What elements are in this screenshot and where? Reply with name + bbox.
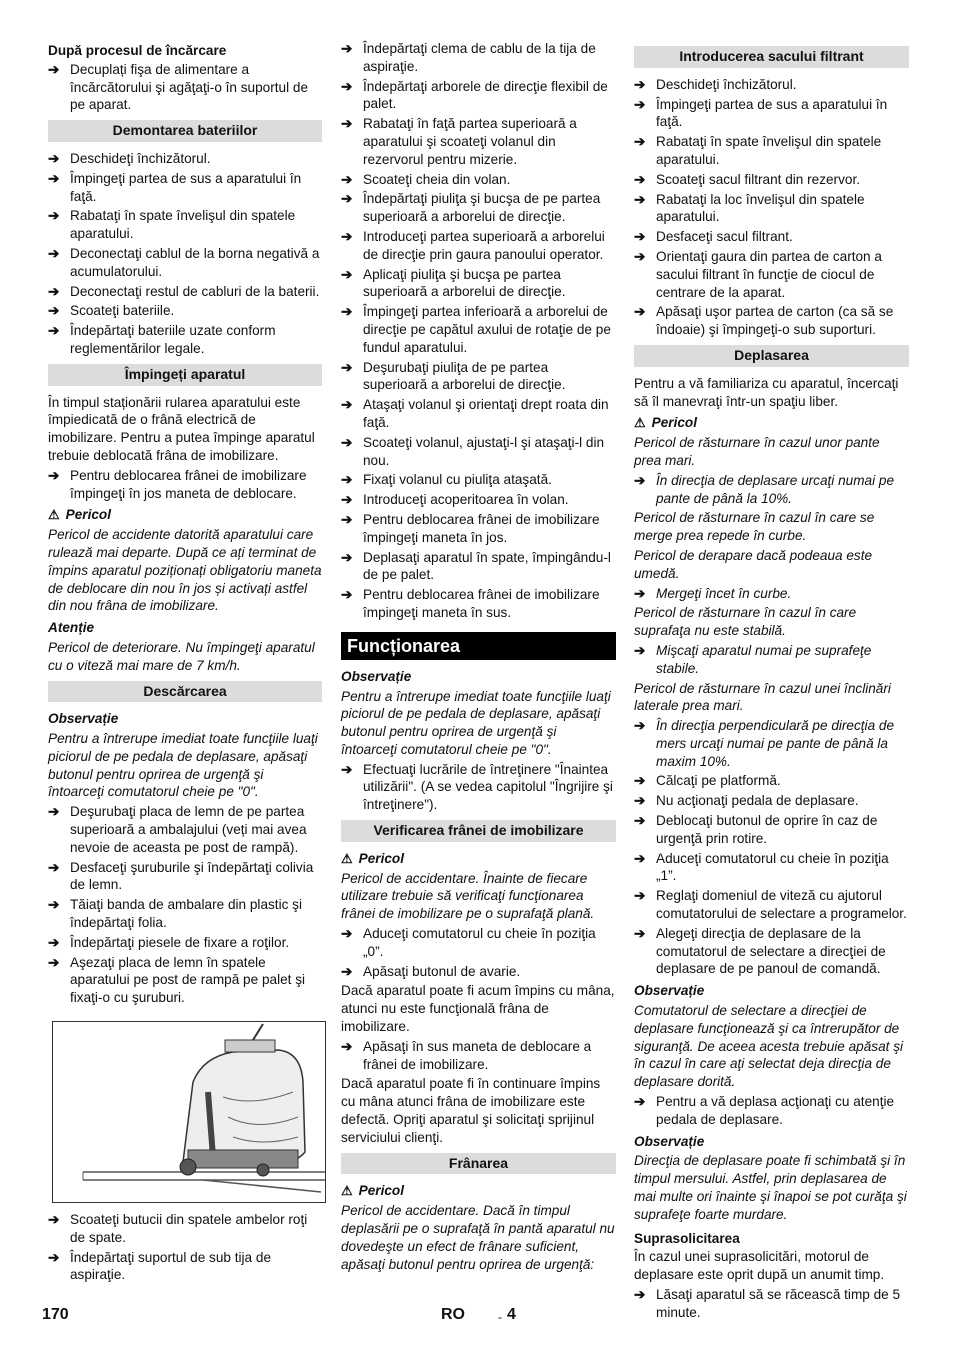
heading-verificarea: Verificarea frânei de imobilizare <box>341 820 616 842</box>
list-item <box>341 963 616 981</box>
list-item-text: Scoateţi volanul, ajustaţi-l şi ataşaţi-l din nou. <box>363 434 605 468</box>
list-item <box>634 96 909 132</box>
list-item-text: Îndepărtaţi bateriile uzate conform reglementărilor legale. <box>70 323 276 356</box>
paragraph: Dacă aparatul poate fi în continuare împins cu mâna atunci frâna de imobilizare este defectă. Opriţi aparatul şi solicitaţi sprijinul serviciului clienţi. <box>341 1076 601 1145</box>
arrow-right-icon: ➔ <box>341 359 353 375</box>
warning-text: Pericol de răsturnare în cazul în care se merge prea repede în curbe. <box>634 510 875 544</box>
list-item <box>341 78 616 114</box>
list-item <box>48 245 322 281</box>
column-2 <box>341 40 616 1275</box>
warning-text: Pericol de răsturnare în cazul unei înclinări laterale prea mari. <box>634 680 891 714</box>
list-item <box>634 472 909 508</box>
list-item-text: Aşezaţi placa de lemn în spatele aparatului pe post de rampă pe palet şi fixaţi-o cu şuruburi. <box>70 954 306 1006</box>
arrow-right-icon: ➔ <box>341 511 353 527</box>
list-item <box>634 133 909 169</box>
list-item-text: Îndepărtaţi suportul de sub tija de aspiraţie. <box>70 1249 272 1283</box>
list-item <box>634 248 909 301</box>
list-item-text: Desfaceţi sacul filtrant. <box>656 229 793 245</box>
list-item <box>634 850 909 886</box>
arrow-right-icon: ➔ <box>48 804 60 820</box>
warning-heading <box>341 1182 616 1200</box>
warning-text: Pericol de accidentare. Înainte de fiecare utilizare trebuie să verificaţi funcţionarea frânei de imobilizare pe o suprafaţă plană. <box>341 870 595 922</box>
list-item <box>48 1211 322 1247</box>
list-item <box>48 859 322 895</box>
list-item <box>634 642 909 678</box>
paragraph: În cazul unei suprasolicitări, motorul de deplasare este oprit după un anumit timp. <box>634 1249 885 1283</box>
list-item <box>48 934 322 952</box>
list-item <box>341 511 616 547</box>
arrow-right-icon: ➔ <box>634 585 646 601</box>
bullet-list <box>634 717 909 770</box>
note-heading <box>634 982 909 1000</box>
arrow-right-icon: ➔ <box>48 1212 60 1228</box>
list-item <box>341 40 616 76</box>
list-item-text: Pentru a vă deplasa acţionaţi cu atenţie pedala de deplasare. <box>656 1094 895 1127</box>
list-item-text: Introduceţi partea superioară a arborelui de direcţie prin gaura panoului operator. <box>363 228 605 262</box>
list-item <box>341 925 616 961</box>
note-heading <box>48 710 322 728</box>
list-item-text: Decuplați fişa de alimentare a încărcătorului şi agăţaţi-o în suportul de pe aparat. <box>70 61 309 113</box>
list-item <box>48 207 322 243</box>
arrow-right-icon: ➔ <box>634 773 646 789</box>
note-text: Pentru a întrerupe imediat toate funcţiile luaţi piciorul de pe pedala de deplasare, apăsaţi butonul pentru oprirea de urgenţă şi întoarceţi comutatorul cheie pe "0". <box>48 731 318 800</box>
list-item-text: Împingeţi partea inferioară a arborelui de direcţie pe capătul axului de rotaţie de pe fundul aparatului. <box>363 304 611 355</box>
list-item <box>341 171 616 189</box>
arrow-right-icon: ➔ <box>341 587 353 603</box>
list-item-text: Pentru deblocarea frânei de imobilizare împingeţi maneta în sus. <box>363 587 600 620</box>
arrow-right-icon: ➔ <box>634 1094 646 1110</box>
list-item <box>634 887 909 923</box>
arrow-right-icon: ➔ <box>634 850 646 866</box>
heading-demontarea: Demontarea bateriilor <box>48 120 322 142</box>
list-item <box>341 190 616 226</box>
note-text: Pentru a întrerupe imediat toate funcţiile luaţi piciorul de pe pedala de deplasare, apăsaţi butonul pentru oprirea de urgenţă şi întoarceţi comutatorul cheie pe "0". <box>341 688 611 757</box>
bullet-list <box>634 76 909 339</box>
heading-incarcare: După procesul de încărcare <box>48 43 227 58</box>
list-item-text: Efectuaţi lucrările de întreţinere "Înaintea utilizării". (A se vedea capitolul "Îngrijire şi întreţinere"). <box>363 761 613 813</box>
arrow-right-icon: ➔ <box>48 283 60 299</box>
bullet-list <box>341 925 616 980</box>
bullet-list <box>48 150 322 358</box>
arrow-right-icon: ➔ <box>341 926 353 942</box>
note-label: Observație <box>634 1133 705 1149</box>
note-text: Comutatorul de selectare a direcţiei de deplasare funcţionează şi ca întrerupător de siguranţă. De aceea acesta trebuie apăsat şi în cazul în care aţi selectat deja direcţia de deplasare dorită. <box>634 1003 904 1090</box>
arrow-right-icon: ➔ <box>48 303 60 319</box>
list-item-text: Nu acţionaţi pedala de deplasare. <box>656 793 859 809</box>
arrow-right-icon: ➔ <box>341 116 353 132</box>
list-item <box>341 471 616 489</box>
arrow-right-icon: ➔ <box>634 76 646 92</box>
bullet-list <box>341 1038 616 1074</box>
column-1 <box>48 40 322 1286</box>
list-item <box>341 434 616 470</box>
section-number: 4 <box>507 1306 516 1323</box>
arrow-right-icon: ➔ <box>341 492 353 508</box>
note-heading <box>634 1133 909 1151</box>
list-item <box>341 359 616 395</box>
caution-label: Atenție <box>48 620 95 636</box>
bullet-list <box>634 1286 909 1322</box>
list-item-text: Împingeţi partea de sus a aparatului în faţă. <box>70 170 302 204</box>
list-item <box>634 792 909 810</box>
bullet-list <box>634 772 909 978</box>
arrow-right-icon: ➔ <box>634 134 646 150</box>
list-item <box>634 228 909 246</box>
list-item <box>48 170 322 206</box>
list-item-text: Pentru deblocarea frânei de imobilizare împingeţi în jos maneta de deblocare. <box>70 467 307 501</box>
arrow-right-icon: ➔ <box>48 1249 60 1265</box>
arrow-right-icon: ➔ <box>341 228 353 244</box>
arrow-right-icon: ➔ <box>634 171 646 187</box>
list-item-text: Scoateţi butucii din spatele ambelor roţi de spate. <box>70 1212 308 1245</box>
arrow-right-icon: ➔ <box>48 934 60 950</box>
list-item <box>341 549 616 585</box>
list-item <box>341 396 616 432</box>
arrow-right-icon: ➔ <box>48 61 60 77</box>
bullet-list <box>341 761 616 814</box>
list-item <box>341 586 616 622</box>
warning-text: Pericol de răsturnare în cazul în care suprafaţa nu este stabilă. <box>634 605 857 639</box>
list-item <box>341 228 616 264</box>
warning-label: Pericol <box>358 850 404 866</box>
arrow-right-icon: ➔ <box>341 397 353 413</box>
list-item-text: În direcţia perpendiculară pe direcţia de mers urcaţi numai pe pante de până la maxim 10%. <box>656 718 895 769</box>
list-item-text: Apăsaţi uşor partea de carton (ca să se îndoaie) şi împingeţi-o sub suporturi. <box>656 304 894 338</box>
arrow-right-icon: ➔ <box>341 472 353 488</box>
arrow-right-icon: ➔ <box>48 150 60 166</box>
arrow-right-icon: ➔ <box>634 925 646 941</box>
arrow-right-icon: ➔ <box>634 888 646 904</box>
warning-label: Pericol <box>65 507 111 523</box>
column-3 <box>634 40 909 1324</box>
heading-deplasarea: Deplasarea <box>634 345 909 367</box>
list-item <box>48 322 322 358</box>
list-item-text: Apăsaţi în sus maneta de deblocare a frânei de imobilizare. <box>363 1038 592 1072</box>
footer-separator: - <box>498 1310 502 1324</box>
warning-triangle-icon: ⚠ <box>634 415 646 431</box>
list-item <box>634 925 909 978</box>
warning-heading <box>634 414 909 432</box>
arrow-right-icon: ➔ <box>634 248 646 264</box>
warning-label: Pericol <box>651 415 697 431</box>
bullet-list <box>48 467 322 503</box>
list-item-text: Rabataţi în spate învelişul din spatele aparatului. <box>70 208 296 242</box>
list-item-text: Îndepărtaţi arborele de direcţie flexibil de palet. <box>363 78 608 112</box>
arrow-right-icon: ➔ <box>341 1038 353 1054</box>
list-item-text: Deschideţi închizătorul. <box>656 76 797 92</box>
arrow-right-icon: ➔ <box>48 245 60 261</box>
note-text: Direcţia de deplasare poate fi schimbată şi în timpul mersului. Astfel, prin deplasarea de mai multe ori înainte şi înapoi se pot curăţa şi suprafeţe foarte murdare. <box>634 1153 907 1222</box>
list-item <box>48 896 322 932</box>
arrow-right-icon: ➔ <box>48 323 60 339</box>
list-item-text: Fixaţi volanul cu piuliţa ataşată. <box>363 472 552 488</box>
list-item <box>341 266 616 302</box>
heading-introducerea: Introducerea sacului filtrant <box>634 46 909 68</box>
heading-descarcarea: Descărcarea <box>48 681 322 703</box>
bullet-list <box>634 1093 909 1129</box>
heading-functionarea: Funcționarea <box>341 632 616 660</box>
warning-label: Pericol <box>358 1183 404 1199</box>
list-item-text: Aduceţi comutatorul cu cheie în poziţia „0”. <box>363 926 596 959</box>
language-code: RO <box>441 1306 465 1323</box>
list-item-text: Scoateţi sacul filtrant din rezervor. <box>656 171 860 187</box>
bullet-list <box>48 803 322 1007</box>
arrow-right-icon: ➔ <box>634 813 646 829</box>
list-item-text: În direcţia de deplasare urcaţi numai pe pante de până la 10%. <box>656 472 895 506</box>
heading-franarea: Frânarea <box>341 1153 616 1175</box>
list-item <box>634 76 909 94</box>
list-item <box>48 61 322 114</box>
paragraph: Pentru a vă familiariza cu aparatul, încercaţi să îl manevraţi într-un spaţiu liber. <box>634 375 899 409</box>
arrow-right-icon: ➔ <box>634 642 646 658</box>
heading-suprasolicitarea: Suprasolicitarea <box>634 1230 740 1246</box>
list-item <box>48 954 322 1007</box>
list-item-text: Alegeţi direcţia de deplasare de la comutatorul de selectare a direcţiei de deplasare de pe panoul de comandă. <box>656 925 886 977</box>
warning-text: Pericol de derapare dacă podeaua este umedă. <box>634 547 873 581</box>
arrow-right-icon: ➔ <box>341 549 353 565</box>
list-item <box>634 1093 909 1129</box>
list-item-text: Îndepărtaţi piesele de fixare a roţilor. <box>70 934 290 950</box>
arrow-right-icon: ➔ <box>634 229 646 245</box>
machine-illustration <box>52 1021 326 1203</box>
arrow-right-icon: ➔ <box>341 41 353 56</box>
arrow-right-icon: ➔ <box>341 191 353 207</box>
list-item-text: Îndepărtaţi clema de cablu de la tija de aspiraţie. <box>363 41 596 74</box>
bullet-list <box>48 1211 322 1284</box>
arrow-right-icon: ➔ <box>48 467 60 483</box>
arrow-right-icon: ➔ <box>341 761 353 777</box>
list-item-text: Rabataţi în faţă partea superioară a aparatului şi scoateţi volanul din rezervorul pentru mizerie. <box>363 116 577 167</box>
list-item <box>634 303 909 339</box>
list-item-text: Mişcaţi aparatul numai pe suprafeţe stabile. <box>656 642 872 676</box>
list-item <box>634 585 909 603</box>
list-item <box>634 191 909 227</box>
list-item <box>634 812 909 848</box>
list-item <box>48 1249 322 1285</box>
list-item <box>341 303 616 356</box>
list-item-text: Călcaţi pe platformă. <box>656 773 781 789</box>
note-label: Observație <box>341 668 412 684</box>
list-item-text: Deconectaţi restul de cabluri de la baterii. <box>70 283 320 299</box>
paragraph: Dacă aparatul poate fi acum împins cu mâna, atunci nu este funcţională frâna de imobilizare. <box>341 983 615 1035</box>
list-item <box>48 302 322 320</box>
bullet-list <box>634 472 909 508</box>
heading-impingeti: Împingeți aparatul <box>48 364 322 386</box>
paragraph: În timpul staționării rularea aparatului este împiedicată de o frână electrică de imobilizare. Pentru a putea împinge aparatul trebuie deblocată frâna de imobilizare. <box>48 394 315 463</box>
bullet-list <box>634 585 909 603</box>
list-item-text: Tăiaţi banda de ambalare din plastic şi îndepărtaţi folia. <box>70 897 302 931</box>
arrow-right-icon: ➔ <box>48 170 60 186</box>
arrow-right-icon: ➔ <box>634 1287 646 1302</box>
list-item <box>634 171 909 189</box>
list-item-text: Introduceţi acoperitoarea în volan. <box>363 492 569 508</box>
arrow-right-icon: ➔ <box>341 304 353 320</box>
list-item-text: Deplasaţi aparatul în spate, împingându-l de pe palet. <box>363 549 611 583</box>
warning-triangle-icon: ⚠ <box>48 507 60 523</box>
arrow-right-icon: ➔ <box>48 208 60 224</box>
list-item-text: Rabataţi la loc învelişul din spatele aparatului. <box>656 191 865 225</box>
page-number: 170 <box>42 1306 69 1323</box>
arrow-right-icon: ➔ <box>48 897 60 913</box>
list-item-text: Deschideţi închizătorul. <box>70 150 211 166</box>
list-item <box>341 1038 616 1074</box>
list-item-text: Reglaţi domeniul de viteză cu ajutorul comutatorului de selectare a programelor. <box>656 888 907 922</box>
arrow-right-icon: ➔ <box>634 718 646 734</box>
list-item <box>341 115 616 168</box>
list-item-text: Împingeţi partea de sus a aparatului în faţă. <box>656 96 888 130</box>
arrow-right-icon: ➔ <box>634 304 646 320</box>
list-item-text: Rabataţi în spate învelişul din spatele aparatului. <box>656 134 882 167</box>
list-item-text: Deşurubaţi piuliţa de pe partea superioară a arborelui de direcţie. <box>363 359 566 393</box>
list-item <box>48 283 322 301</box>
caution-heading <box>48 619 322 637</box>
list-item-text: Deblocaţi butonul de oprire în caz de urgenţă prin rotire. <box>656 813 878 846</box>
arrow-right-icon: ➔ <box>341 171 353 187</box>
warning-heading <box>48 506 322 524</box>
bullet-list <box>634 642 909 678</box>
list-item <box>341 491 616 509</box>
warning-text: Pericol de răsturnare în cazul unor pante prea mari. <box>634 435 880 468</box>
warning-text: Pericol de accidentare. Dacă în timpul deplasării pe o suprafaţă în pantă aparatul nu dovedeşte un efect de frânare suficient, apăsaţi butonul pentru oprirea de urgenţă: <box>341 1203 615 1272</box>
arrow-right-icon: ➔ <box>341 78 353 94</box>
arrow-right-icon: ➔ <box>341 434 353 450</box>
list-item <box>634 1286 909 1322</box>
arrow-right-icon: ➔ <box>341 963 353 979</box>
caution-text: Pericol de deteriorare. Nu împingeţi aparatul cu o viteză mai mare de 7 km/h. <box>48 639 315 673</box>
arrow-right-icon: ➔ <box>48 859 60 875</box>
list-item <box>341 761 616 814</box>
warning-triangle-icon: ⚠ <box>341 850 353 866</box>
list-item-text: Scoateţi bateriile. <box>70 303 175 319</box>
list-item <box>48 803 322 856</box>
list-item <box>48 467 322 503</box>
list-item-text: Scoateţi cheia din volan. <box>363 171 511 187</box>
list-item-text: Deşurubaţi placa de lemn de pe partea superioară a ambalajului (veți mai avea nevoie de aceasta pe post de rampă). <box>70 804 307 855</box>
list-item-text: Deconectaţi cablul de la borna negativă a acumulatorului. <box>70 245 320 279</box>
list-item-text: Apăsaţi butonul de avarie. <box>363 963 521 979</box>
list-item <box>634 772 909 790</box>
note-label: Observație <box>634 983 705 999</box>
list-item-text: Ataşaţi volanul şi orientaţi drept roata din faţă. <box>363 397 609 430</box>
list-item-text: Aplicaţi piuliţa şi bucşa pe partea superioară a arborelui de direcţie. <box>363 266 566 300</box>
arrow-right-icon: ➔ <box>634 191 646 207</box>
warning-triangle-icon: ⚠ <box>341 1183 353 1199</box>
note-heading <box>341 668 616 686</box>
bullet-list <box>48 61 322 114</box>
list-item-text: Aduceţi comutatorul cu cheie în poziţia „1”. <box>656 850 889 884</box>
bullet-list <box>341 40 616 622</box>
list-item-text: Lăsaţi aparatul să se răcească timp de 5 minute. <box>656 1287 901 1320</box>
list-item-text: Orientaţi gaura din partea de carton a sacului filtrant în funcţie de ciocul de centrare de la aparat. <box>656 248 882 300</box>
list-item <box>48 150 322 168</box>
arrow-right-icon: ➔ <box>48 954 60 970</box>
list-item-text: Desfaceţi şuruburile şi îndepărtaţi colivia de lemn. <box>70 859 314 893</box>
scrubber-machine-icon <box>53 1022 325 1202</box>
list-item-text: Pentru deblocarea frânei de imobilizare împingeţi maneta în jos. <box>363 511 600 545</box>
warning-heading <box>341 850 616 868</box>
warning-text: Pericol de accidente datorită aparatului care rulează mai departe. După ce ați terminat de împins aparatul poziționați obligatoriu maneta de deblocare din nou în jos și activați astfel din nou frâna de imobilizare. <box>48 527 322 614</box>
list-item-text: Mergeţi încet în curbe. <box>656 585 792 601</box>
arrow-right-icon: ➔ <box>341 266 353 282</box>
note-label: Observație <box>48 711 119 727</box>
arrow-right-icon: ➔ <box>634 96 646 112</box>
arrow-right-icon: ➔ <box>634 793 646 809</box>
list-item <box>634 717 909 770</box>
arrow-right-icon: ➔ <box>634 472 646 488</box>
list-item-text: Îndepărtaţi piuliţa şi bucşa de pe partea superioară a arborelui de direcţie. <box>363 191 601 225</box>
